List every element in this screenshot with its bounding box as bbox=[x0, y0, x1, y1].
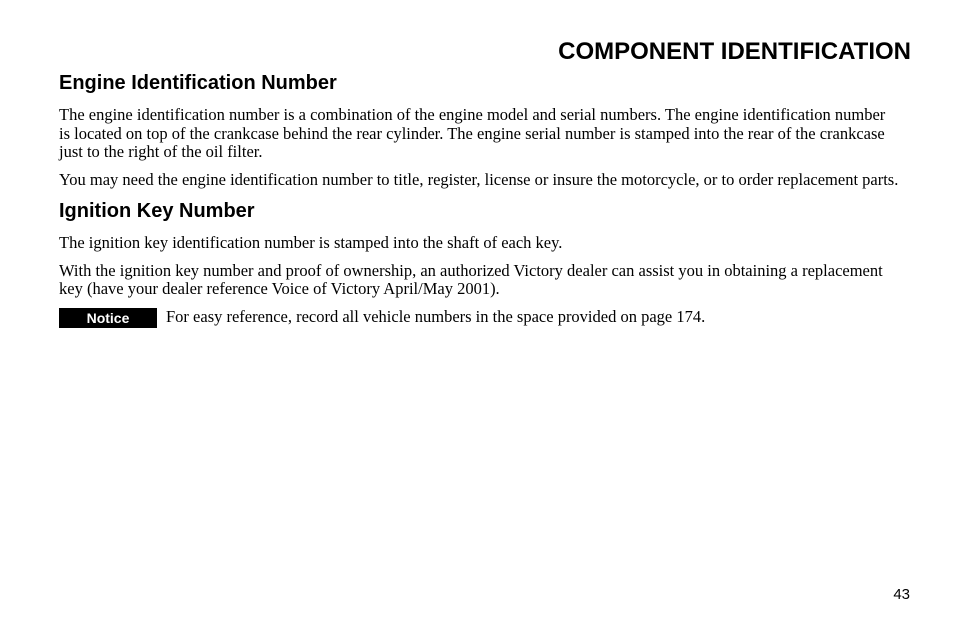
ignition-key-section bbox=[59, 198, 899, 328]
engine-paragraph-2: You may need the engine identification number to title, register, license or insure the motorcycle, or to order replacement parts. bbox=[59, 169, 899, 189]
notice-row bbox=[59, 308, 899, 328]
engine-section-heading: Engine Identification Number bbox=[59, 72, 337, 94]
ignition-section-heading: Ignition Key Number bbox=[59, 200, 255, 222]
page-number: 43 bbox=[893, 586, 910, 603]
ignition-paragraph-1: The ignition key identification number is stamped into the shaft of each key. bbox=[59, 233, 563, 252]
engine-identification-section bbox=[59, 70, 899, 189]
notice-badge: Notice bbox=[59, 308, 157, 328]
page-content bbox=[59, 70, 899, 328]
page-title: COMPONENT IDENTIFICATION bbox=[558, 38, 911, 65]
engine-paragraph-1: The engine identification number is a combination of the engine model and serial numbers. The engine identification number is located on top of the crankcase behind the rear cylinder. The engine serial number is stamped into the rear of the crankcase just to the right of the oil filter. bbox=[59, 105, 886, 161]
notice-text: For easy reference, record all vehicle numbers in the space provided on page 174. bbox=[166, 307, 706, 327]
ignition-paragraph-2: With the ignition key number and proof of ownership, an authorized Victory dealer can assist you in obtaining a replacement key (have your dealer reference Voice of Victory April/May 2001). bbox=[59, 260, 883, 298]
